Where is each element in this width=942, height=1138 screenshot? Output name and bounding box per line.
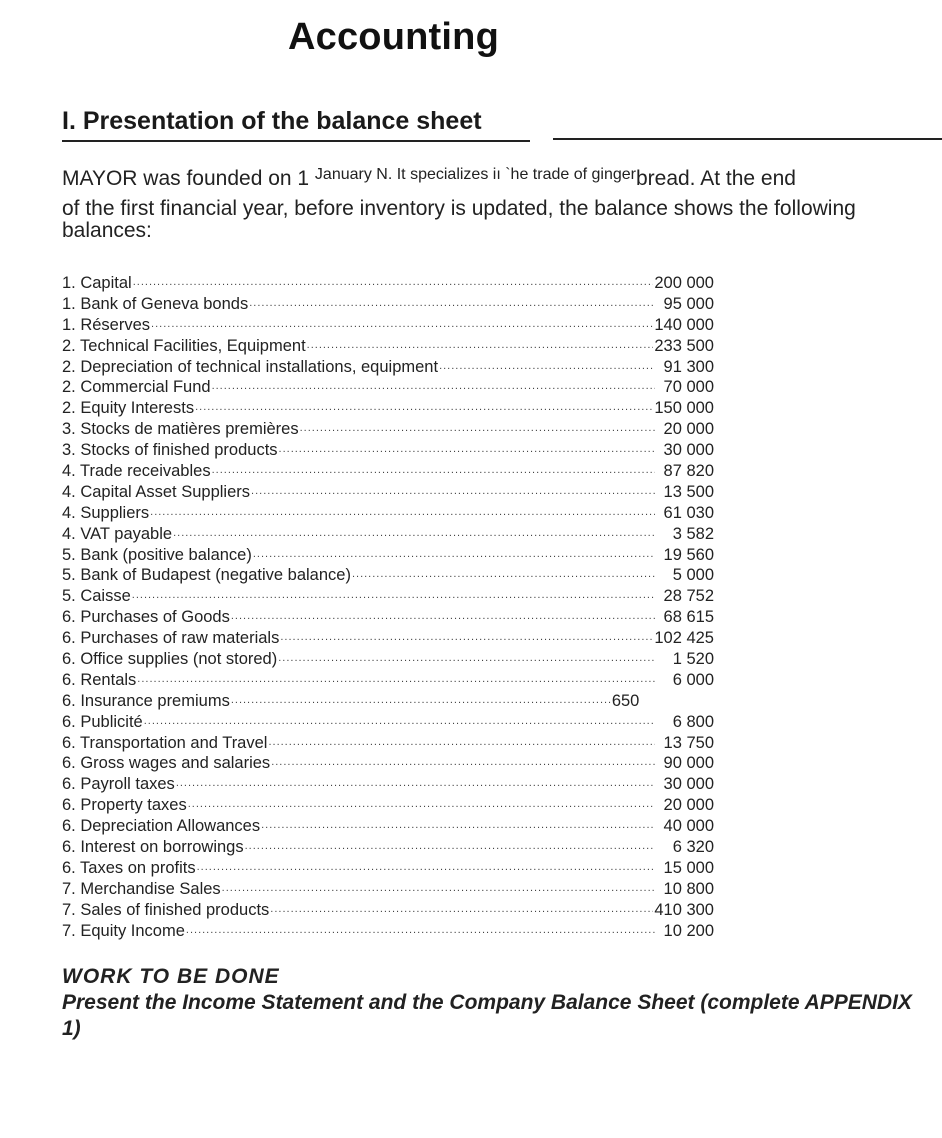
ledger-label: 6. Gross wages and salaries <box>62 754 271 773</box>
ledger-label: 7. Sales of finished products <box>62 900 270 919</box>
ledger-row <box>62 900 714 921</box>
ledger-label: 5. Bank (positive balance) <box>62 545 252 564</box>
ledger-label: 6. Transportation and Travel <box>62 733 268 752</box>
ledger-amount: 3 582 <box>672 524 714 543</box>
ledger-row <box>62 774 714 795</box>
document-title: Accounting <box>288 16 499 58</box>
ledger-label: 6. Depreciation Allowances <box>62 817 261 836</box>
ledger-label: 5. Caisse <box>62 587 131 606</box>
leader-dots <box>212 376 655 397</box>
ledger-row <box>62 712 714 733</box>
ledger-amount: 200 000 <box>654 274 714 292</box>
ledger-amount: 87 820 <box>663 462 714 481</box>
ledger-label: 6. Rentals <box>62 670 137 689</box>
leader-dots <box>245 836 655 857</box>
intro-part-1: MAYOR was founded on 1 <box>62 167 315 190</box>
ledger-row <box>62 649 714 670</box>
ledger-row <box>62 545 714 566</box>
ledger-row <box>62 607 714 628</box>
ledger-row <box>62 753 714 774</box>
leader-dots <box>212 460 655 481</box>
ledger-amount: 90 000 <box>663 754 714 773</box>
ledger-amount: 70 000 <box>663 378 714 397</box>
ledger-row <box>62 670 714 691</box>
leader-dots <box>300 418 655 439</box>
leader-dots <box>150 502 655 523</box>
ledger-row <box>62 837 714 858</box>
ledger-row <box>62 879 714 900</box>
leader-dots <box>188 794 655 815</box>
section-heading: I. Presentation of the balance sheet <box>62 107 482 135</box>
ledger-amount: 233 500 <box>654 336 714 355</box>
leader-dots <box>278 648 655 669</box>
leader-dots <box>133 272 654 293</box>
leader-dots <box>144 711 655 732</box>
leader-dots <box>197 857 655 878</box>
leader-dots <box>352 564 655 585</box>
ledger-label: 6. Office supplies (not stored) <box>62 650 278 669</box>
ledger-amount: 20 000 <box>663 420 714 439</box>
ledger-label: 2. Commercial Fund <box>62 378 211 397</box>
intro-part-2: January N. It specializes iı `he trade of ginger <box>314 166 636 183</box>
leader-dots <box>253 544 655 565</box>
ledger-amount: 6 320 <box>672 838 714 857</box>
ledger-amount: 150 000 <box>654 399 714 418</box>
leader-dots <box>176 773 655 794</box>
leader-dots <box>271 752 655 773</box>
ledger-amount: 1 520 <box>672 650 714 669</box>
balance-list <box>62 273 714 942</box>
ledger-amount: 15 000 <box>663 858 714 877</box>
intro-line-2: of the first financial year, before inventory is updated, the balance shows the following <box>62 197 856 220</box>
ledger-amount: 91 300 <box>663 357 714 376</box>
leader-dots <box>268 732 655 753</box>
ledger-amount: 102 425 <box>654 629 714 648</box>
ledger-amount: 40 000 <box>663 817 714 836</box>
ledger-label: 6. Purchases of Goods <box>62 608 230 627</box>
ledger-row <box>62 419 714 440</box>
work-heading: WORK TO BE DONE <box>62 965 280 988</box>
ledger-label: 6. Taxes on profits <box>62 858 196 877</box>
ledger-row <box>62 816 714 837</box>
leader-dots <box>307 335 654 356</box>
leader-dots <box>222 878 655 899</box>
ledger-label: 6. Interest on borrowings <box>62 838 244 857</box>
heading-underline <box>62 140 530 142</box>
leader-dots <box>137 669 655 690</box>
ledger-row <box>62 795 714 816</box>
ledger-amount: 6 000 <box>672 670 714 689</box>
intro-part-3: bread. At the end <box>635 167 796 190</box>
ledger-row <box>62 565 714 586</box>
ledger-amount: 10 800 <box>663 879 714 898</box>
ledger-row <box>62 586 714 607</box>
ledger-label: 6. Property taxes <box>62 796 187 815</box>
ledger-label: 7. Merchandise Sales <box>62 879 221 898</box>
ledger-label: 6. Insurance premiums <box>62 691 230 710</box>
heading-rule-right <box>553 138 942 140</box>
ledger-amount: 5 000 <box>672 566 714 585</box>
ledger-label: 4. VAT payable <box>62 524 173 543</box>
ledger-label: 3. Stocks de matières premières <box>62 420 299 439</box>
ledger-amount: 30 000 <box>663 775 714 794</box>
ledger-row <box>62 461 714 482</box>
ledger-amount: 30 000 <box>663 441 714 460</box>
ledger-row <box>62 733 714 754</box>
ledger-label: 2. Technical Facilities, Equipment <box>62 336 306 355</box>
ledger-amount: 68 615 <box>663 608 714 627</box>
ledger-amount: 140 000 <box>654 315 714 334</box>
ledger-label: 5. Bank of Budapest (negative balance) <box>62 566 351 585</box>
leader-dots <box>151 314 653 335</box>
work-instructions: Present the Income Statement and the Company Balance Sheet (complete APPENDIX 1) <box>62 991 912 1040</box>
ledger-amount: 650 <box>611 691 640 710</box>
ledger-amount: 61 030 <box>663 503 714 522</box>
leader-dots <box>195 397 653 418</box>
leader-dots <box>261 815 655 836</box>
ledger-label: 1. Capital <box>62 274 132 292</box>
ledger-row <box>62 377 714 398</box>
intro-line-3: balances: <box>62 219 152 242</box>
ledger-label: 7. Equity Income <box>62 921 185 940</box>
ledger-label: 4. Trade receivables <box>62 462 211 481</box>
leader-dots <box>132 585 655 606</box>
leader-dots <box>173 523 655 544</box>
ledger-row <box>62 628 714 649</box>
ledger-amount: 10 200 <box>663 921 714 940</box>
leader-dots <box>186 920 655 941</box>
ledger-label: 3. Stocks of finished products <box>62 441 278 460</box>
ledger-row <box>62 336 714 357</box>
ledger-label: 4. Capital Asset Suppliers <box>62 482 251 501</box>
ledger-row <box>62 357 714 378</box>
ledger-row <box>62 440 714 461</box>
leader-dots <box>251 481 655 502</box>
ledger-label: 6. Publicité <box>62 712 143 731</box>
ledger-row <box>62 294 714 315</box>
leader-dots <box>249 293 655 314</box>
ledger-label: 1. Réserves <box>62 315 151 334</box>
ledger-row <box>62 524 714 545</box>
ledger-amount: 95 000 <box>663 294 714 313</box>
ledger-row <box>62 858 714 879</box>
ledger-amount: 28 752 <box>663 587 714 606</box>
ledger-row <box>62 482 714 503</box>
ledger-amount: 6 800 <box>672 712 714 731</box>
leader-dots <box>231 606 655 627</box>
ledger-row <box>62 691 714 712</box>
ledger-row <box>62 398 714 419</box>
ledger-row <box>62 921 714 942</box>
leader-dots <box>270 899 653 920</box>
leader-dots <box>280 627 653 648</box>
ledger-row <box>62 273 714 294</box>
ledger-amount: 13 500 <box>663 482 714 501</box>
intro-line-1 <box>62 160 902 198</box>
ledger-label: 6. Payroll taxes <box>62 775 175 794</box>
ledger-amount: 20 000 <box>663 796 714 815</box>
ledger-label: 2. Depreciation of technical installations, equipment <box>62 357 439 376</box>
ledger-label: 2. Equity Interests <box>62 399 195 418</box>
ledger-amount: 410 300 <box>654 900 714 919</box>
ledger-label: 6. Purchases of raw materials <box>62 629 280 648</box>
ledger-label: 1. Bank of Geneva bonds <box>62 294 249 313</box>
ledger-amount: 13 750 <box>663 733 714 752</box>
ledger-label: 4. Suppliers <box>62 503 150 522</box>
intro-paragraph <box>62 160 902 242</box>
ledger-row <box>62 315 714 336</box>
ledger-row <box>62 503 714 524</box>
leader-dots <box>279 439 655 460</box>
leader-dots <box>439 356 655 377</box>
leader-dots <box>231 690 611 711</box>
ledger-amount: 19 560 <box>663 545 714 564</box>
